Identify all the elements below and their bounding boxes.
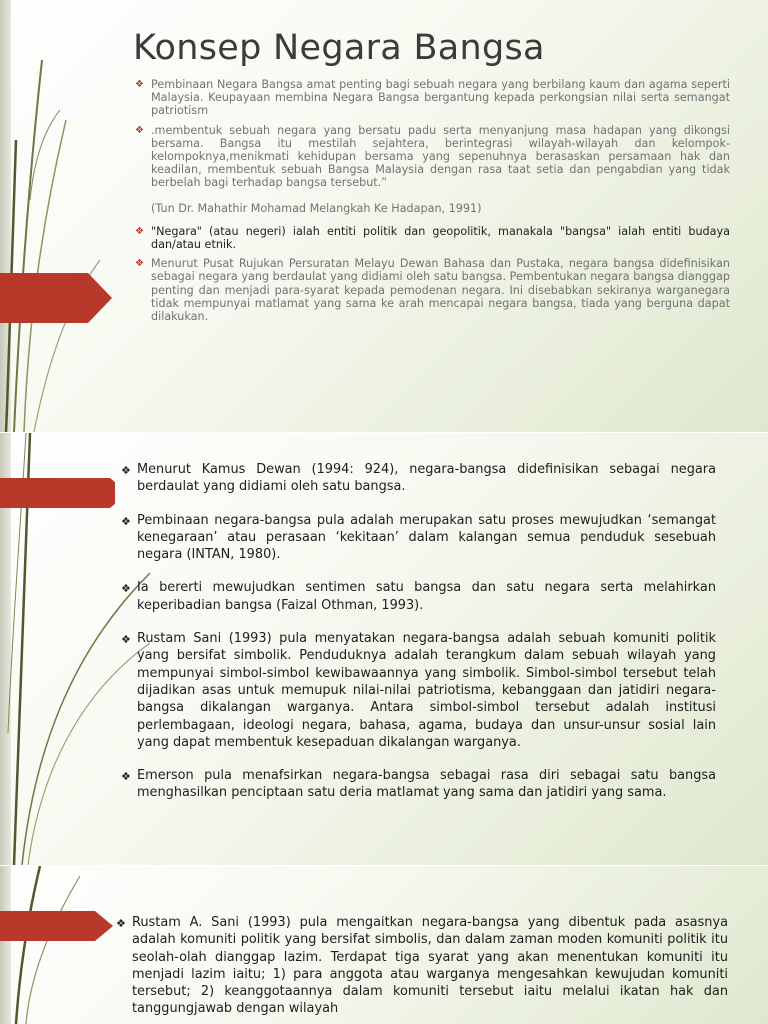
slide-2-body xyxy=(121,461,716,802)
list-item: ❖ Rustam A. Sani (1993) pula mengaitkan negara-bangsa yang dibentuk pada asasnya adalah komuniti politik yang bersifat simbolis, dan dalam zaman moden komuniti politik itu seolah-olah dianggap lazim. Terdapat tiga syarat yang akan menentukan komuniti itu menjadi lazim iaitu; 1) para anggota atau warganya mengesahkan kewujudan komuniti tersebut; 2) keanggotaannya dalam komuniti tersebut iaitu melalui ikatan hak dan tanggungjawab dengan wilayah xyxy=(116,915,728,1017)
list-item: ❖ Pembinaan Negara Bangsa amat penting bagi sebuah negara yang berbilang kaum dan agama seperti Malaysia. Keupayaan membina Negara Bangsa bergantung kepada perkongsian nilai serta semangat patriotism xyxy=(135,78,730,118)
slide-1 xyxy=(0,0,768,432)
slide-1-body xyxy=(135,78,730,323)
list-item: ❖ Ia bererti mewujudkan sentimen satu bangsa dan satu negara serta melahirkan keperibadian bangsa (Faizal Othman, 1993). xyxy=(121,580,716,613)
citation: (Tun Dr. Mahathir Mohamad Melangkah Ke Hadapan, 1991) xyxy=(151,201,482,215)
diamond-bullet-icon: ❖ xyxy=(135,124,144,136)
list-item: ❖ Emerson pula menafsirkan negara-bangsa sebagai rasa diri sebagai satu bangsa menghasilkan penciptaan satu deria matlamat yang sama dan jatidiri yang sama. xyxy=(121,768,716,801)
slide-3 xyxy=(0,866,768,1024)
diamond-bullet-icon: ❖ xyxy=(121,582,131,596)
diamond-bullet-icon: ❖ xyxy=(121,514,131,528)
slide-2-tab xyxy=(0,478,115,528)
list-item: ❖ .membentuk sebuah negara yang bersatu padu serta menyanjung masa hadapan yang dikongsi bersama. Bangsa itu mestilah sejahtera, berintegrasi wilayah-wilayah dan kelompok-kelompoknya,menikmati kehidupan bersama yang sepenuhnya berasaskan persamaan hak dan keadilan, membentuk sebuah Bangsa Malaysia dengan rasa taat setia dan pengabdian yang tidak berbelah bagi terhadap bangsa tersebut.” xyxy=(135,123,730,190)
diamond-bullet-icon: ❖ xyxy=(135,79,144,90)
list-item: ❖ Menurut Pusat Rujukan Persuratan Melayu Dewan Bahasa dan Pustaka, negara bangsa didefinisikan sebagai negara yang berdaulat yang didiami oleh satu bangsa. Pembentukan negara bangsa dianggap penting dan menjadi para-syarat kepada pemodenan negara. Ini disebabkan sekiranya warganegara tidak mempunyai matlamat yang sama ke arah mencapai negara bangsa, tiada yang berguna dapat dilakukan. xyxy=(135,257,730,324)
page-title: Konsep Negara Bangsa xyxy=(133,28,545,68)
list-item: ❖ Menurut Kamus Dewan (1994: 924), negara-bangsa didefinisikan sebagai negara berdaulat yang didiami oleh satu bangsa. xyxy=(121,462,716,495)
slide-3-tab xyxy=(0,911,115,961)
list-item: ❖ Rustam Sani (1993) pula menyatakan negara-bangsa adalah sebuah komuniti politik yang bersifat simbolik. Penduduknya adalah terangkum dalam sebuah wilayah yang mempunyai simbol-simbol kewibawaannya yang simbolik. Simbol-simbol tersebut telah dijadikan asas untuk memupuk nilai-nilai patriotisma, kebanggaan dan jatidiri negara-bangsa dikalangan warganya. Antara simbol-simbol tersebut adalah institusi perlembagaan, ideologi negara, bahasa, agama, budaya dan unsur-unsur sosial lain yang dapat membentuk kesepaduan dikalangan warganya. xyxy=(121,631,716,750)
slide-1-tab xyxy=(0,273,115,323)
list-item: ❖ Pembinaan negara-bangsa pula adalah merupakan satu proses mewujudkan ‘semangat kenegaraan’ atau perasaan ‘kekitaan’ dalam kalangan semua penduduk sesebuah negara (INTAN, 1980). xyxy=(121,512,716,563)
diamond-bullet-icon: ❖ xyxy=(121,464,131,477)
diamond-bullet-icon: ❖ xyxy=(135,225,144,237)
diamond-bullet-icon: ❖ xyxy=(135,258,144,270)
vine-decoration xyxy=(0,0,140,432)
diamond-bullet-icon: ❖ xyxy=(121,633,131,647)
slide-3-body xyxy=(116,914,728,1018)
diamond-bullet-icon: ❖ xyxy=(121,770,131,784)
diamond-bullet-icon: ❖ xyxy=(116,917,126,930)
slide-2 xyxy=(0,433,768,865)
list-item: ❖ "Negara" (atau negeri) ialah entiti politik dan geopolitik, manakala "bangsa" ialah entiti budaya dan/atau etnik. xyxy=(135,224,730,252)
